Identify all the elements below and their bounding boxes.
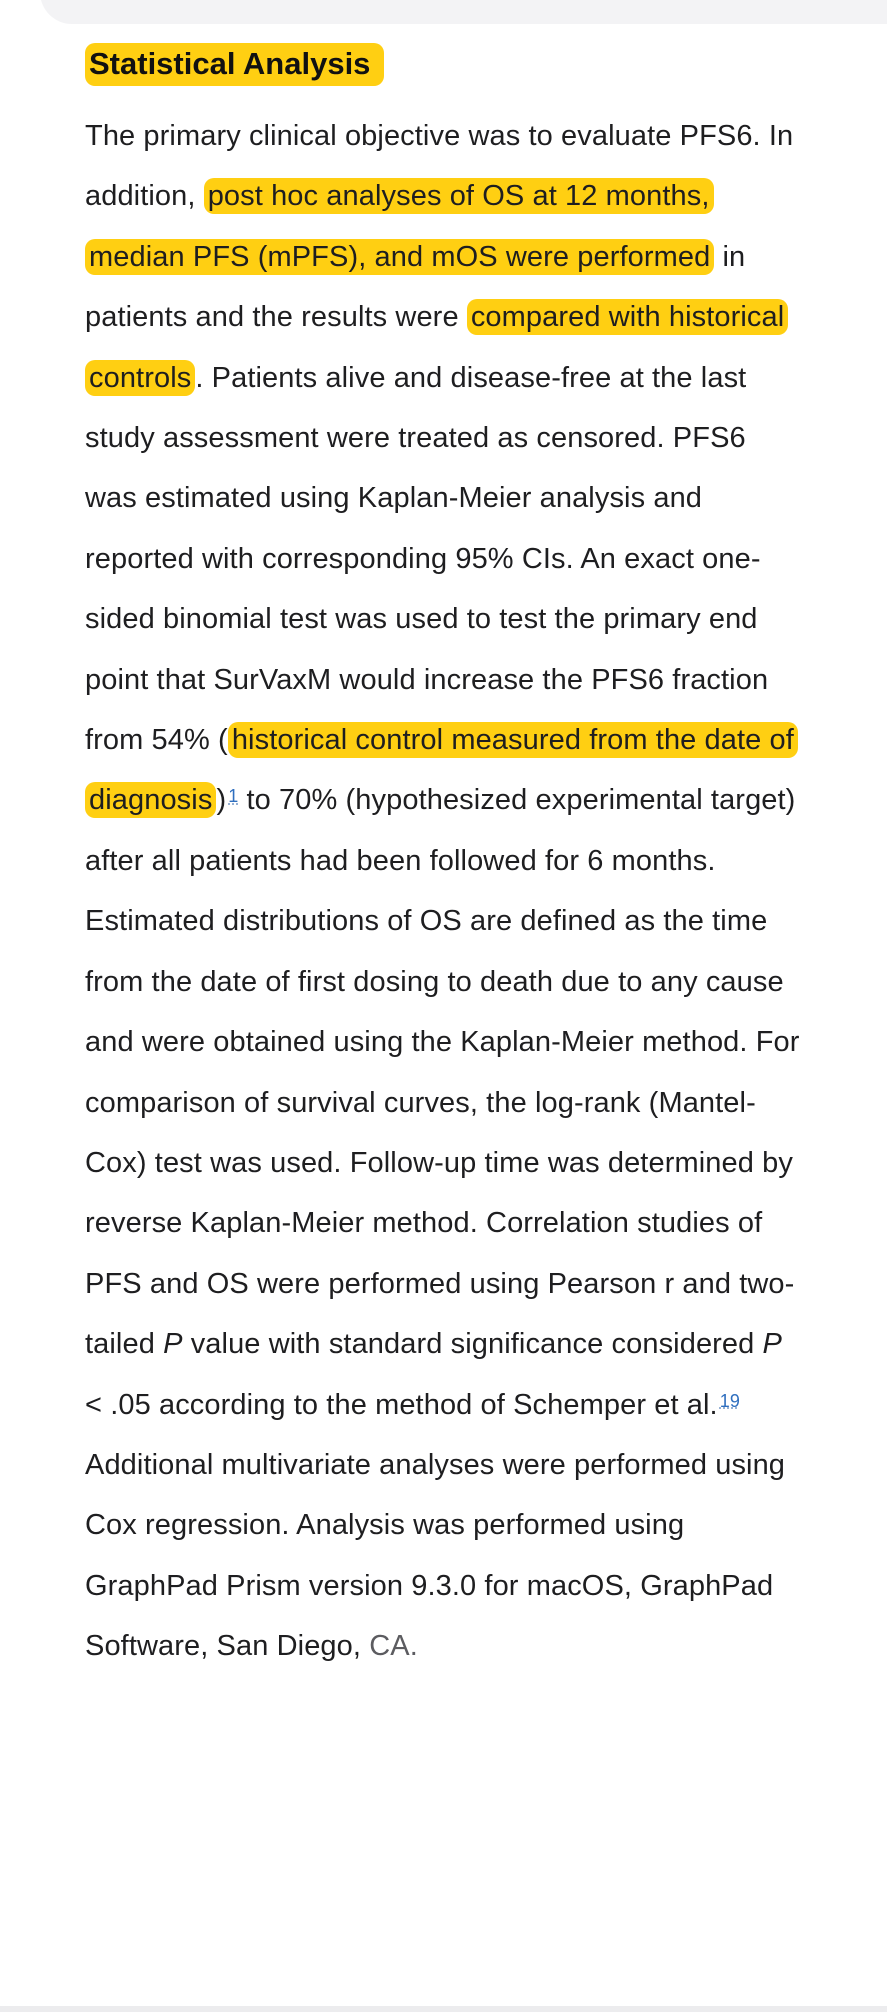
text-segment-1: The primary clinical objective was to evaluate PFS6. In addition, bbox=[85, 120, 794, 213]
text-segment-9: CA. bbox=[361, 1630, 418, 1663]
highlight-1[interactable]: post hoc analyses of OS at 12 months, median PFS (mPFS), and mOS were performed bbox=[85, 178, 714, 274]
text-segment-2: in patients and the results were bbox=[85, 240, 746, 334]
reference-link-1[interactable]: 1 bbox=[228, 786, 239, 807]
article-section bbox=[85, 38, 805, 1677]
p-value-symbol-1: P bbox=[163, 1328, 183, 1361]
bottom-edge bbox=[0, 2006, 887, 2012]
highlight-3[interactable]: historical control measured from the date of diagnosis bbox=[85, 722, 798, 818]
text-segment-5: to 70% (hypothesized experimental target) after all patients had been followed for 6 months. Estimated distributions of OS are defined as the time from the date of first dosing to death due to any cause and were obtained using the Kaplan-Meier method. For comparison of survival curves, the log-rank (Mantel-Cox) test was used. Follow-up time was determined by reverse Kaplan-Meier method. Correlation studies of PFS and OS were performed using Pearson r and two-tailed bbox=[85, 784, 800, 1361]
text-segment-3: . Patients alive and disease-free at the last study assessment were treated as censored. PFS6 was estimated using Kaplan-Meier analysis and reported with corresponding 95% CIs. An exact one-sided binomial test was used to test the primary end point that SurVaxM would increase the PFS6 fraction from 54% ( bbox=[85, 361, 769, 757]
p-value-symbol-2: P bbox=[762, 1328, 782, 1361]
text-segment-7: < .05 according to the method of Schemper et al. bbox=[85, 1388, 718, 1421]
reference-link-19[interactable]: 19 bbox=[719, 1390, 740, 1411]
text-segment-4: ) bbox=[216, 784, 227, 817]
body-paragraph bbox=[85, 106, 805, 1677]
text-segment-6: value with standard significance considered bbox=[182, 1328, 763, 1361]
section-heading bbox=[85, 38, 805, 90]
top-sheet-edge bbox=[40, 0, 887, 24]
text-segment-8: Additional multivariate analyses were performed using Cox regression. Analysis was performed using GraphPad Prism version 9.3.0 for macOS, GraphPad Software, San Diego, bbox=[85, 1448, 786, 1663]
highlight-heading[interactable]: Statistical Analysis bbox=[85, 43, 384, 86]
highlight-2[interactable]: compared with historical controls bbox=[85, 299, 788, 395]
